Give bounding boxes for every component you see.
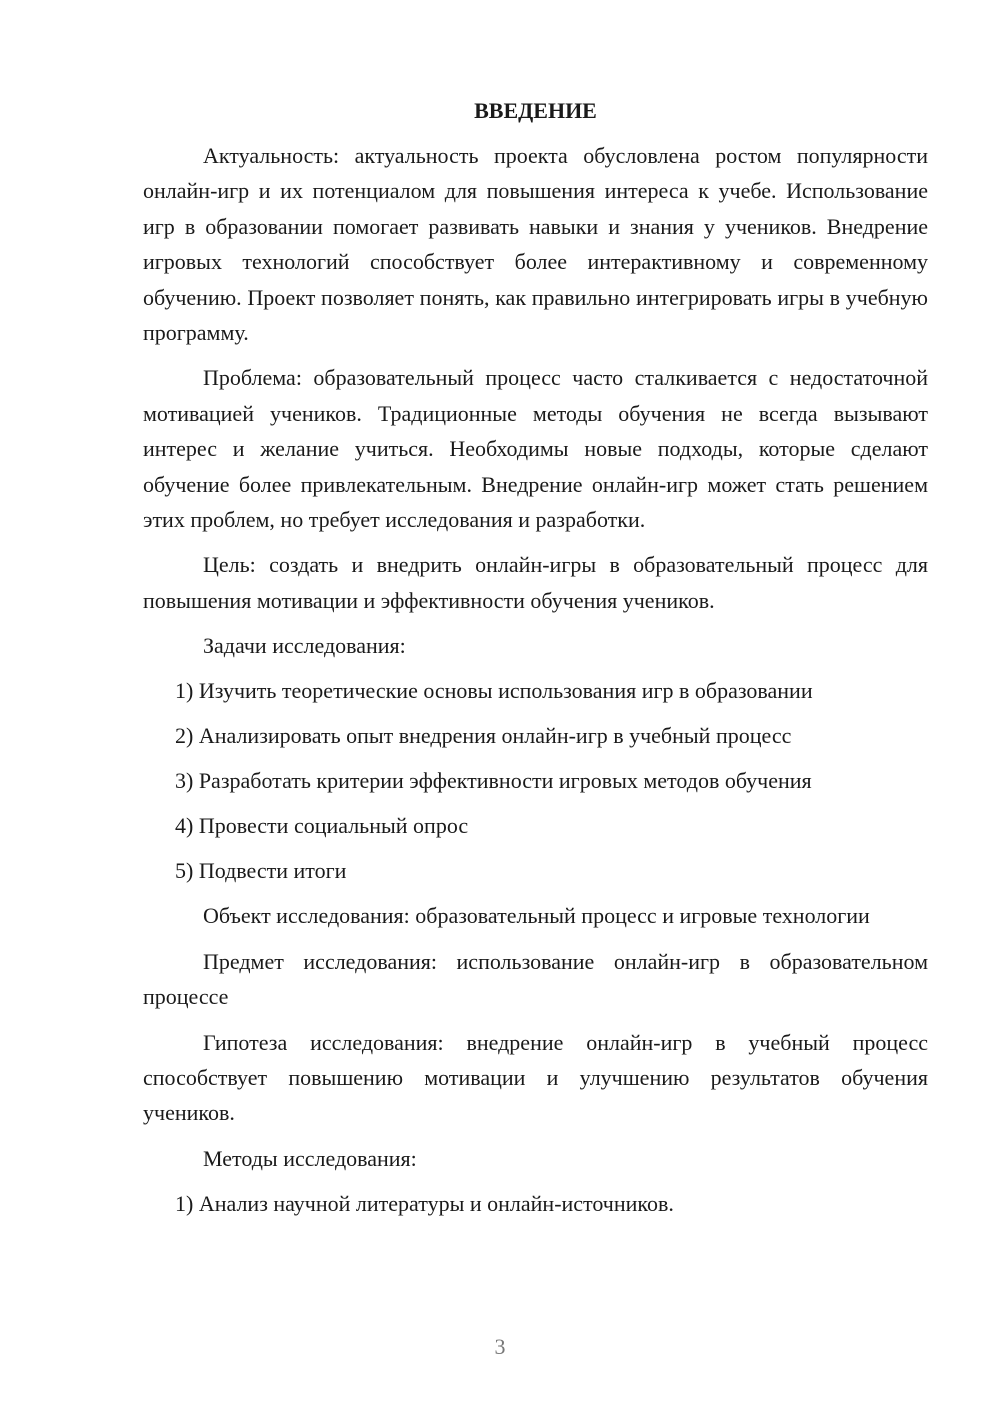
list-item: 1) Изучить теоретические основы использования игр в образовании bbox=[175, 678, 813, 704]
relevance-paragraph: Актуальность: актуальность проекта обусловлена ростом популярности онлайн-игр и их потенциалом для повышения интереса к учебе. Использование игр в образовании помогает развивать навыки и знания у учеников. Внедрение игровых технологий способствует более интерактивному и современному обучению. Проект позволяет понять, как правильно интегрировать игры в учебную программу. bbox=[143, 143, 928, 346]
list-item: 5) Подвести итоги bbox=[175, 858, 347, 884]
problem-paragraph: Проблема: образовательный процесс часто сталкивается с недостаточной мотивацией учеников. Традиционные методы обучения не всегда вызывают интерес и желание учиться. Необходимы новые подходы, которые сделают обучение более привлекательным. Внедрение онлайн-игр может стать решением этих проблем, но требует исследования и разработки. bbox=[143, 365, 928, 533]
page-number: 3 bbox=[494, 1334, 506, 1359]
list-item: 2) Анализировать опыт внедрения онлайн-игр в учебный процесс bbox=[175, 723, 792, 749]
subject-paragraph: Предмет исследования: использование онлайн-игр в образовательном процессе bbox=[143, 948, 928, 1010]
methods-list bbox=[143, 1186, 928, 1221]
tasks-title: Задачи исследования: bbox=[203, 633, 406, 659]
page-content bbox=[143, 93, 928, 1231]
methods-title: Методы исследования: bbox=[203, 1145, 417, 1171]
list-item: 4) Провести социальный опрос bbox=[175, 813, 469, 839]
section-heading: ВВЕДЕНИЕ bbox=[474, 98, 597, 123]
hypothesis-paragraph: Гипотеза исследования: внедрение онлайн-игр в учебный процесс способствует повышению мотивации и улучшению результатов обучения учеников. bbox=[143, 1029, 928, 1126]
goal-paragraph: Цель: создать и внедрить онлайн-игры в образовательный процесс для повышения мотивации и эффективности обучения учеников. bbox=[143, 552, 928, 613]
list-item: 3) Разработать критерии эффективности игровых методов обучения bbox=[175, 768, 812, 794]
object-paragraph: Объект исследования: образовательный процесс и игровые технологии bbox=[203, 903, 870, 929]
list-item: 1) Анализ научной литературы и онлайн-источников. bbox=[175, 1190, 674, 1216]
tasks-list bbox=[143, 673, 928, 888]
